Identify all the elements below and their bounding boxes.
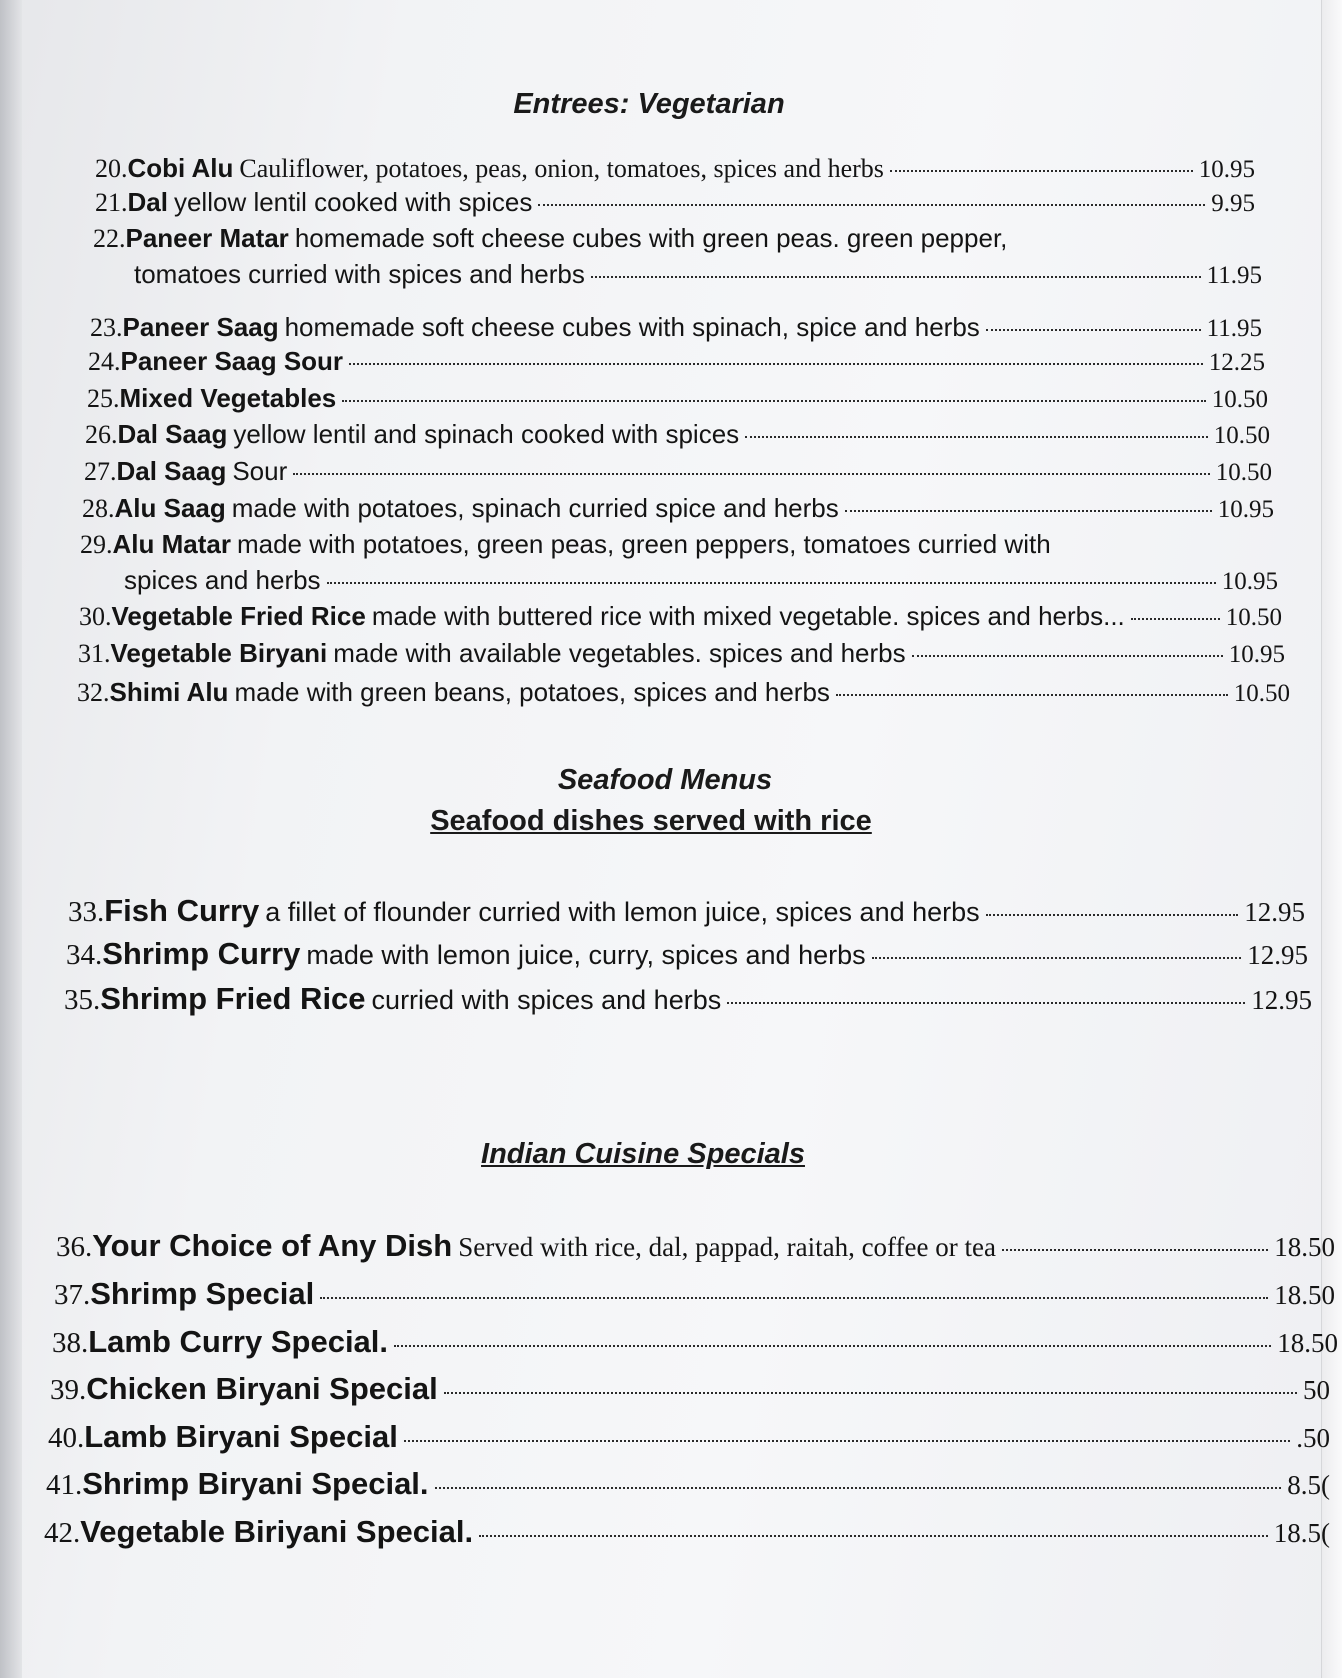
menu-item: [95, 186, 1255, 220]
menu-item: [95, 152, 1255, 186]
menu-item: [78, 637, 1285, 671]
item-number: 38.: [52, 1327, 89, 1359]
item-name: Paneer Saag: [122, 312, 279, 342]
item-number: 37.: [54, 1279, 91, 1311]
dot-leader: [745, 436, 1208, 438]
item-name: Alu Matar: [112, 529, 231, 559]
item-name: Paneer Matar: [125, 223, 289, 253]
item-name: Fish Curry: [104, 893, 260, 928]
dot-leader: [435, 1487, 1282, 1489]
menu-item: [77, 676, 1290, 710]
dot-leader: [912, 655, 1223, 657]
item-number: 39.: [50, 1374, 87, 1406]
seafood-subheading: Seafood dishes served with rice: [430, 805, 872, 837]
item-number: 27.: [84, 457, 117, 486]
item-name: Shrimp Fried Rice: [100, 981, 366, 1016]
item-price: .50: [1296, 1423, 1330, 1453]
item-name: Alu Saag: [114, 493, 226, 523]
item-number: 25.: [87, 384, 120, 413]
menu-item: [44, 1516, 1330, 1549]
menu-item: [56, 1230, 1335, 1263]
item-description: curried with spices and herbs: [371, 985, 722, 1015]
item-number: 31.: [78, 639, 111, 668]
item-description: made with potatoes, green peas, green peppers, tomatoes curried with: [236, 529, 1051, 559]
item-name: Shimi Alu: [109, 677, 229, 707]
item-price: 8.5(: [1287, 1470, 1330, 1500]
dot-leader: [538, 204, 1205, 206]
item-price: 18.5(: [1273, 1518, 1330, 1548]
item-number: 26.: [85, 420, 118, 449]
item-price: 10.50: [1233, 680, 1290, 707]
menu-item-continued: [128, 258, 1262, 292]
item-price: 10.95: [1228, 641, 1285, 668]
item-number: 30.: [79, 602, 112, 631]
dot-leader: [479, 1535, 1268, 1537]
dot-leader: [1002, 1249, 1268, 1251]
item-name: Vegetable Biriyani Special.: [80, 1514, 474, 1549]
item-description: yellow lentil and spinach cooked with spices: [233, 419, 740, 449]
item-number: 36.: [56, 1231, 93, 1263]
dot-leader: [836, 694, 1228, 696]
dot-leader: [404, 1440, 1290, 1442]
menu-item: [46, 1468, 1330, 1501]
item-number: 24.: [88, 347, 121, 376]
item-price: 10.50: [1213, 422, 1270, 449]
menu-item: [54, 1278, 1335, 1311]
item-description: Cauliflower, potatoes, peas, onion, tomatoes, spices and herbs: [239, 154, 884, 183]
item-number: 34.: [66, 939, 103, 971]
dot-leader: [890, 170, 1193, 172]
dot-leader: [1131, 618, 1220, 620]
item-name: Vegetable Fried Rice: [111, 601, 366, 631]
item-description: homemade soft cheese cubes with spinach, spice and herbs: [284, 312, 980, 342]
item-price: 12.25: [1208, 349, 1265, 376]
item-name: Dal Saag: [116, 456, 227, 486]
item-name: Paneer Saag Sour: [120, 346, 344, 376]
menu-item: [50, 1373, 1330, 1406]
item-price: 10.50: [1215, 459, 1272, 486]
dot-leader: [986, 914, 1239, 916]
menu-item: [79, 600, 1282, 634]
specials-heading: Indian Cuisine Specials: [481, 1138, 805, 1170]
menu-item: [87, 382, 1268, 416]
item-description: made with buttered rice with mixed vegetable. spices and herbs...: [371, 601, 1125, 631]
item-number: 40.: [48, 1422, 85, 1454]
item-number: 35.: [64, 984, 101, 1016]
item-name: Shrimp Special: [90, 1276, 315, 1311]
item-name: Shrimp Curry: [102, 936, 301, 971]
item-description-continued: tomatoes curried with spices and herbs: [134, 259, 585, 289]
item-number: 33.: [68, 896, 105, 928]
dot-leader: [591, 276, 1201, 278]
menu-item: [88, 345, 1265, 379]
dot-leader: [872, 957, 1242, 959]
menu-item: [93, 222, 1262, 255]
item-description: made with lemon juice, curry, spices and herbs: [306, 940, 866, 970]
item-price: 10.50: [1211, 386, 1268, 413]
item-name: Lamb Curry Special.: [88, 1324, 389, 1359]
item-price: 18.50: [1274, 1232, 1335, 1262]
item-number: 32.: [77, 678, 110, 707]
menu-item: [85, 418, 1270, 452]
item-name: Cobi Alu: [127, 153, 234, 183]
item-description: made with potatoes, spinach curried spice and herbs: [231, 493, 839, 523]
item-number: 22.: [93, 224, 126, 253]
item-number: 28.: [82, 494, 115, 523]
item-price: 10.95: [1198, 156, 1255, 183]
dot-leader: [293, 473, 1210, 475]
item-price: 12.95: [1244, 897, 1305, 927]
seafood-heading: Seafood Menus: [557, 764, 773, 796]
dot-leader: [327, 582, 1216, 584]
item-price: 18.50: [1274, 1280, 1335, 1310]
item-price: 18.50: [1277, 1328, 1338, 1358]
item-name: Dal: [127, 187, 168, 217]
menu-item: [64, 983, 1312, 1016]
item-name: Chicken Biryani Special: [86, 1371, 438, 1406]
item-number: 23.: [90, 313, 123, 342]
item-price: 11.95: [1206, 315, 1262, 342]
item-name: Mixed Vegetables: [119, 383, 337, 413]
menu-item: [82, 492, 1274, 526]
vegetarian-heading: Entrees: Vegetarian: [513, 88, 785, 120]
item-description: homemade soft cheese cubes with green peas. green pepper,: [294, 223, 1008, 253]
item-price: 50: [1303, 1375, 1330, 1405]
item-description-continued: spices and herbs: [124, 565, 321, 595]
item-name: Vegetable Biryani: [110, 638, 328, 668]
menu-item: [48, 1421, 1330, 1454]
item-price: 10.50: [1225, 604, 1282, 631]
item-description: made with available vegetables. spices and herbs: [333, 638, 906, 668]
item-number: 41.: [46, 1469, 83, 1501]
menu-item: [66, 938, 1308, 971]
menu-item: [84, 455, 1272, 489]
dot-leader: [320, 1297, 1268, 1299]
dot-leader: [727, 1002, 1245, 1004]
item-price: 10.95: [1221, 568, 1278, 595]
dot-leader: [986, 329, 1201, 331]
item-number: 42.: [44, 1517, 81, 1549]
item-price: 12.95: [1247, 940, 1308, 970]
item-description: yellow lentil cooked with spices: [173, 187, 533, 217]
item-description: Served with rice, dal, pappad, raitah, coffee or tea: [458, 1232, 996, 1262]
item-name: Lamb Biryani Special: [84, 1419, 398, 1454]
dot-leader: [349, 363, 1203, 365]
menu-item: [90, 311, 1262, 345]
dot-leader: [342, 400, 1205, 402]
dot-leader: [444, 1392, 1297, 1394]
menu-item: [80, 528, 1278, 561]
item-number: 29.: [80, 530, 113, 559]
item-price: 9.95: [1211, 190, 1255, 217]
item-price: 10.95: [1217, 496, 1274, 523]
item-price: 11.95: [1206, 262, 1262, 289]
item-name: Shrimp Biryani Special.: [82, 1466, 429, 1501]
item-description: Sour: [232, 456, 288, 486]
item-price: 12.95: [1251, 985, 1312, 1015]
dot-leader: [845, 510, 1212, 512]
dot-leader: [394, 1345, 1271, 1347]
item-description: made with green beans, potatoes, spices and herbs: [234, 677, 830, 707]
menu-item: [52, 1326, 1338, 1359]
item-description: a fillet of flounder curried with lemon juice, spices and herbs: [265, 897, 980, 927]
item-name: Dal Saag: [117, 419, 228, 449]
menu-item-continued: [118, 564, 1278, 598]
item-number: 21.: [95, 188, 128, 217]
item-name: Your Choice of Any Dish: [92, 1228, 453, 1263]
item-number: 20.: [95, 154, 128, 183]
menu-item: [68, 895, 1305, 928]
